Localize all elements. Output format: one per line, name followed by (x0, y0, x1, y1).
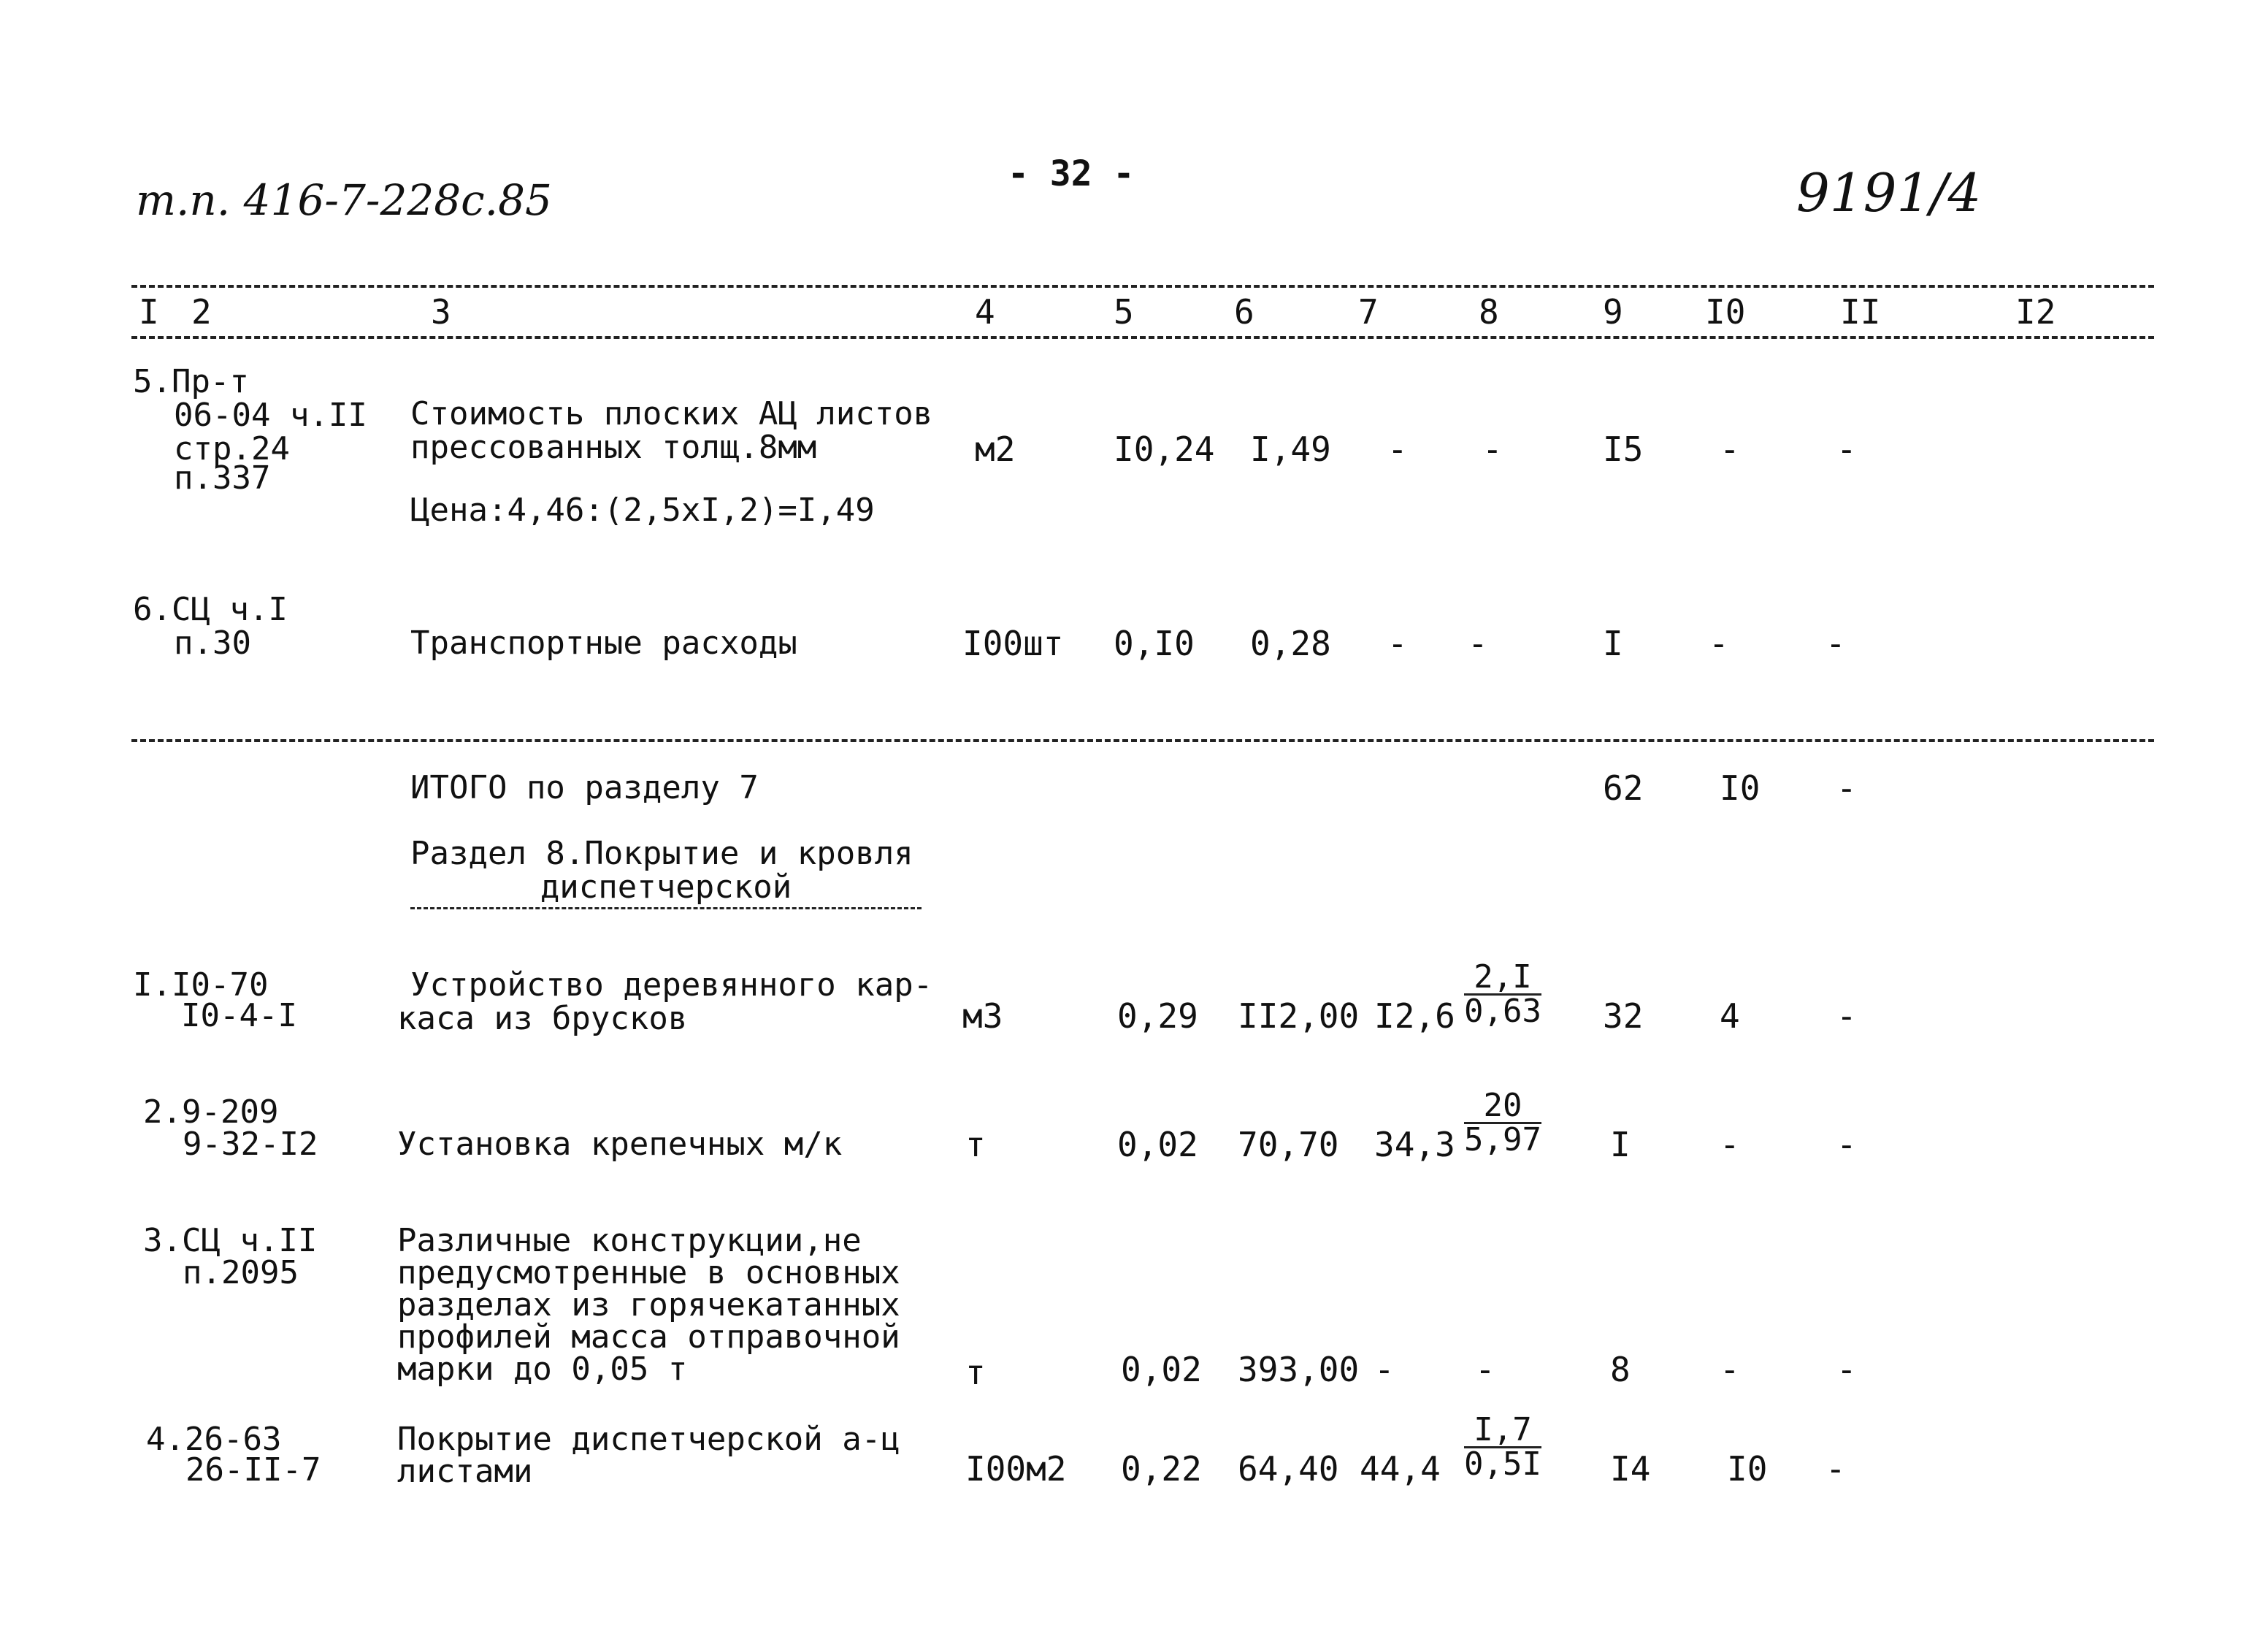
fraction-denominator: 0,63 (1464, 993, 1541, 1030)
col-header-2: 2 (191, 292, 212, 332)
fraction-denominator: 0,5I (1464, 1445, 1541, 1483)
row-description: каса из брусков (397, 1000, 688, 1037)
section-rule (131, 739, 2154, 742)
fraction-denominator: 5,97 (1464, 1121, 1541, 1158)
row-description: Транспортные расходы (410, 624, 797, 662)
cell-col9: 8 (1610, 1350, 1631, 1389)
header-top-rule (131, 285, 2154, 288)
row-description: Устройство деревянного кар- (410, 966, 933, 1004)
col-header-3: 3 (431, 292, 451, 332)
cell-col7: 44,4 (1360, 1449, 1441, 1489)
col-header-7: 7 (1358, 292, 1379, 332)
fraction-numerator: 20 (1464, 1090, 1541, 1124)
cell-col7: I2,6 (1374, 996, 1455, 1036)
row-ref-line: 06-04 ч.II (174, 397, 367, 434)
cell-col8: - (1475, 1350, 1495, 1389)
row-ref-line: п.2095 (183, 1254, 299, 1291)
cell-col10: - (1709, 624, 1729, 663)
cell-col9: I4 (1610, 1449, 1651, 1489)
col-header-8: 8 (1479, 292, 1499, 332)
row-description: предусмотренные в основных (397, 1254, 900, 1291)
row-description: марки до 0,05 т (397, 1351, 688, 1388)
row-description: прессованных толщ.8мм (410, 429, 817, 466)
cell-col11: - (1825, 1449, 1846, 1489)
cell-col10: I0 (1727, 1449, 1768, 1489)
cell-col11: - (1836, 996, 1857, 1036)
row-ref-line: стр.24 (174, 430, 290, 467)
cell-unit: м3 (962, 996, 1003, 1036)
page-number: - 32 - (1008, 153, 1135, 194)
col-header-6: 6 (1234, 292, 1254, 332)
total-col10: I0 (1720, 768, 1761, 808)
cell-col9: I (1610, 1125, 1631, 1164)
cell-col10: 4 (1720, 996, 1740, 1036)
cell-col9: I5 (1603, 429, 1644, 469)
row-ref-line: п.337 (174, 459, 271, 497)
row-description: листами (397, 1453, 533, 1490)
cell-col5: 0,22 (1121, 1449, 1202, 1489)
cell-col6: 70,70 (1238, 1125, 1339, 1164)
total-label: ИТОГО по разделу 7 (410, 769, 759, 806)
cell-unit: т (965, 1353, 986, 1392)
cell-col6: 393,00 (1238, 1350, 1360, 1389)
row-description: Установка крепечных м/к (397, 1126, 843, 1163)
row-description: Различные конструкции,не (397, 1222, 862, 1259)
cell-col9: I (1603, 624, 1623, 663)
cell-col11: - (1836, 1125, 1857, 1164)
cell-col7: 34,3 (1374, 1125, 1455, 1164)
row-ref-line: 6.СЦ ч.I (133, 591, 288, 628)
cell-col5: 0,29 (1117, 996, 1198, 1036)
col-header-5: 5 (1114, 292, 1134, 332)
cell-col8: - (1468, 624, 1488, 663)
cell-col8-fraction (1464, 958, 1541, 1030)
cell-col10: - (1720, 429, 1740, 469)
header-bottom-rule (131, 336, 2154, 339)
col-header-4: 4 (975, 292, 995, 332)
cell-unit: I00м2 (965, 1449, 1067, 1489)
row-note: Цена:4,46:(2,5хI,2)=I,49 (410, 492, 875, 529)
cell-col11: - (1825, 624, 1846, 663)
row-description: разделах из горячекатанных (397, 1286, 900, 1323)
cell-unit: I00шт (962, 624, 1064, 663)
row-ref-line: I0-4-I (181, 997, 297, 1034)
inventory-number: 9191/4 (1796, 162, 1982, 224)
cell-col10: - (1720, 1125, 1740, 1164)
cell-col6: I,49 (1250, 429, 1331, 469)
cell-col6: 64,40 (1238, 1449, 1339, 1489)
cell-unit: т (965, 1125, 986, 1164)
cell-col5: 0,02 (1117, 1125, 1198, 1164)
cell-col7: - (1387, 624, 1408, 663)
row-description: Покрытие диспетчерской а-ц (397, 1421, 900, 1458)
section-title-line: Раздел 8.Покрытие и кровля (410, 835, 913, 872)
row-ref-line: 4.26-63 (146, 1421, 282, 1458)
cell-col7: - (1387, 429, 1408, 469)
fraction-numerator: 2,I (1464, 961, 1541, 996)
row-ref-line: 26-II-7 (185, 1451, 321, 1489)
total-col9: 62 (1603, 768, 1644, 808)
total-col11: - (1836, 768, 1857, 808)
col-header-10: I0 (1705, 292, 1746, 332)
col-header-12: I2 (2015, 292, 2056, 332)
cell-col11: - (1836, 1350, 1857, 1389)
col-header-1: I (139, 292, 159, 332)
cell-col10: - (1720, 1350, 1740, 1389)
doc-code: т.п. 416-7-228с.85 (136, 175, 552, 225)
cell-col5: I0,24 (1114, 429, 1215, 469)
cell-col8-fraction (1464, 1087, 1541, 1158)
row-ref-line: п.30 (174, 624, 251, 662)
col-header-9: 9 (1603, 292, 1623, 332)
row-ref-line: 3.СЦ ч.II (143, 1222, 318, 1259)
row-ref-line: 2.9-209 (143, 1093, 279, 1131)
cell-col6: 0,28 (1250, 624, 1331, 663)
row-description: Стоимость плоских АЦ листов (410, 395, 933, 432)
cell-col5: 0,02 (1121, 1350, 1202, 1389)
cell-col6: II2,00 (1238, 996, 1360, 1036)
cell-col7: - (1374, 1350, 1395, 1389)
row-ref-line: 9-32-I2 (183, 1126, 318, 1163)
section-title-line: диспетчерской (410, 871, 922, 909)
cell-col9: 32 (1603, 996, 1644, 1036)
row-ref-line: I.I0-70 (133, 966, 269, 1004)
cell-col11: - (1836, 429, 1857, 469)
col-header-11: II (1840, 292, 1881, 332)
fraction-numerator: I,7 (1464, 1414, 1541, 1448)
row-ref-line: 5.Пр-т (133, 363, 249, 400)
cell-col5: 0,I0 (1114, 624, 1195, 663)
cell-col8: - (1482, 429, 1503, 469)
cell-unit: м2 (975, 429, 1016, 469)
cell-col8-fraction (1464, 1411, 1541, 1483)
row-description: профилей масса отправочной (397, 1318, 900, 1356)
